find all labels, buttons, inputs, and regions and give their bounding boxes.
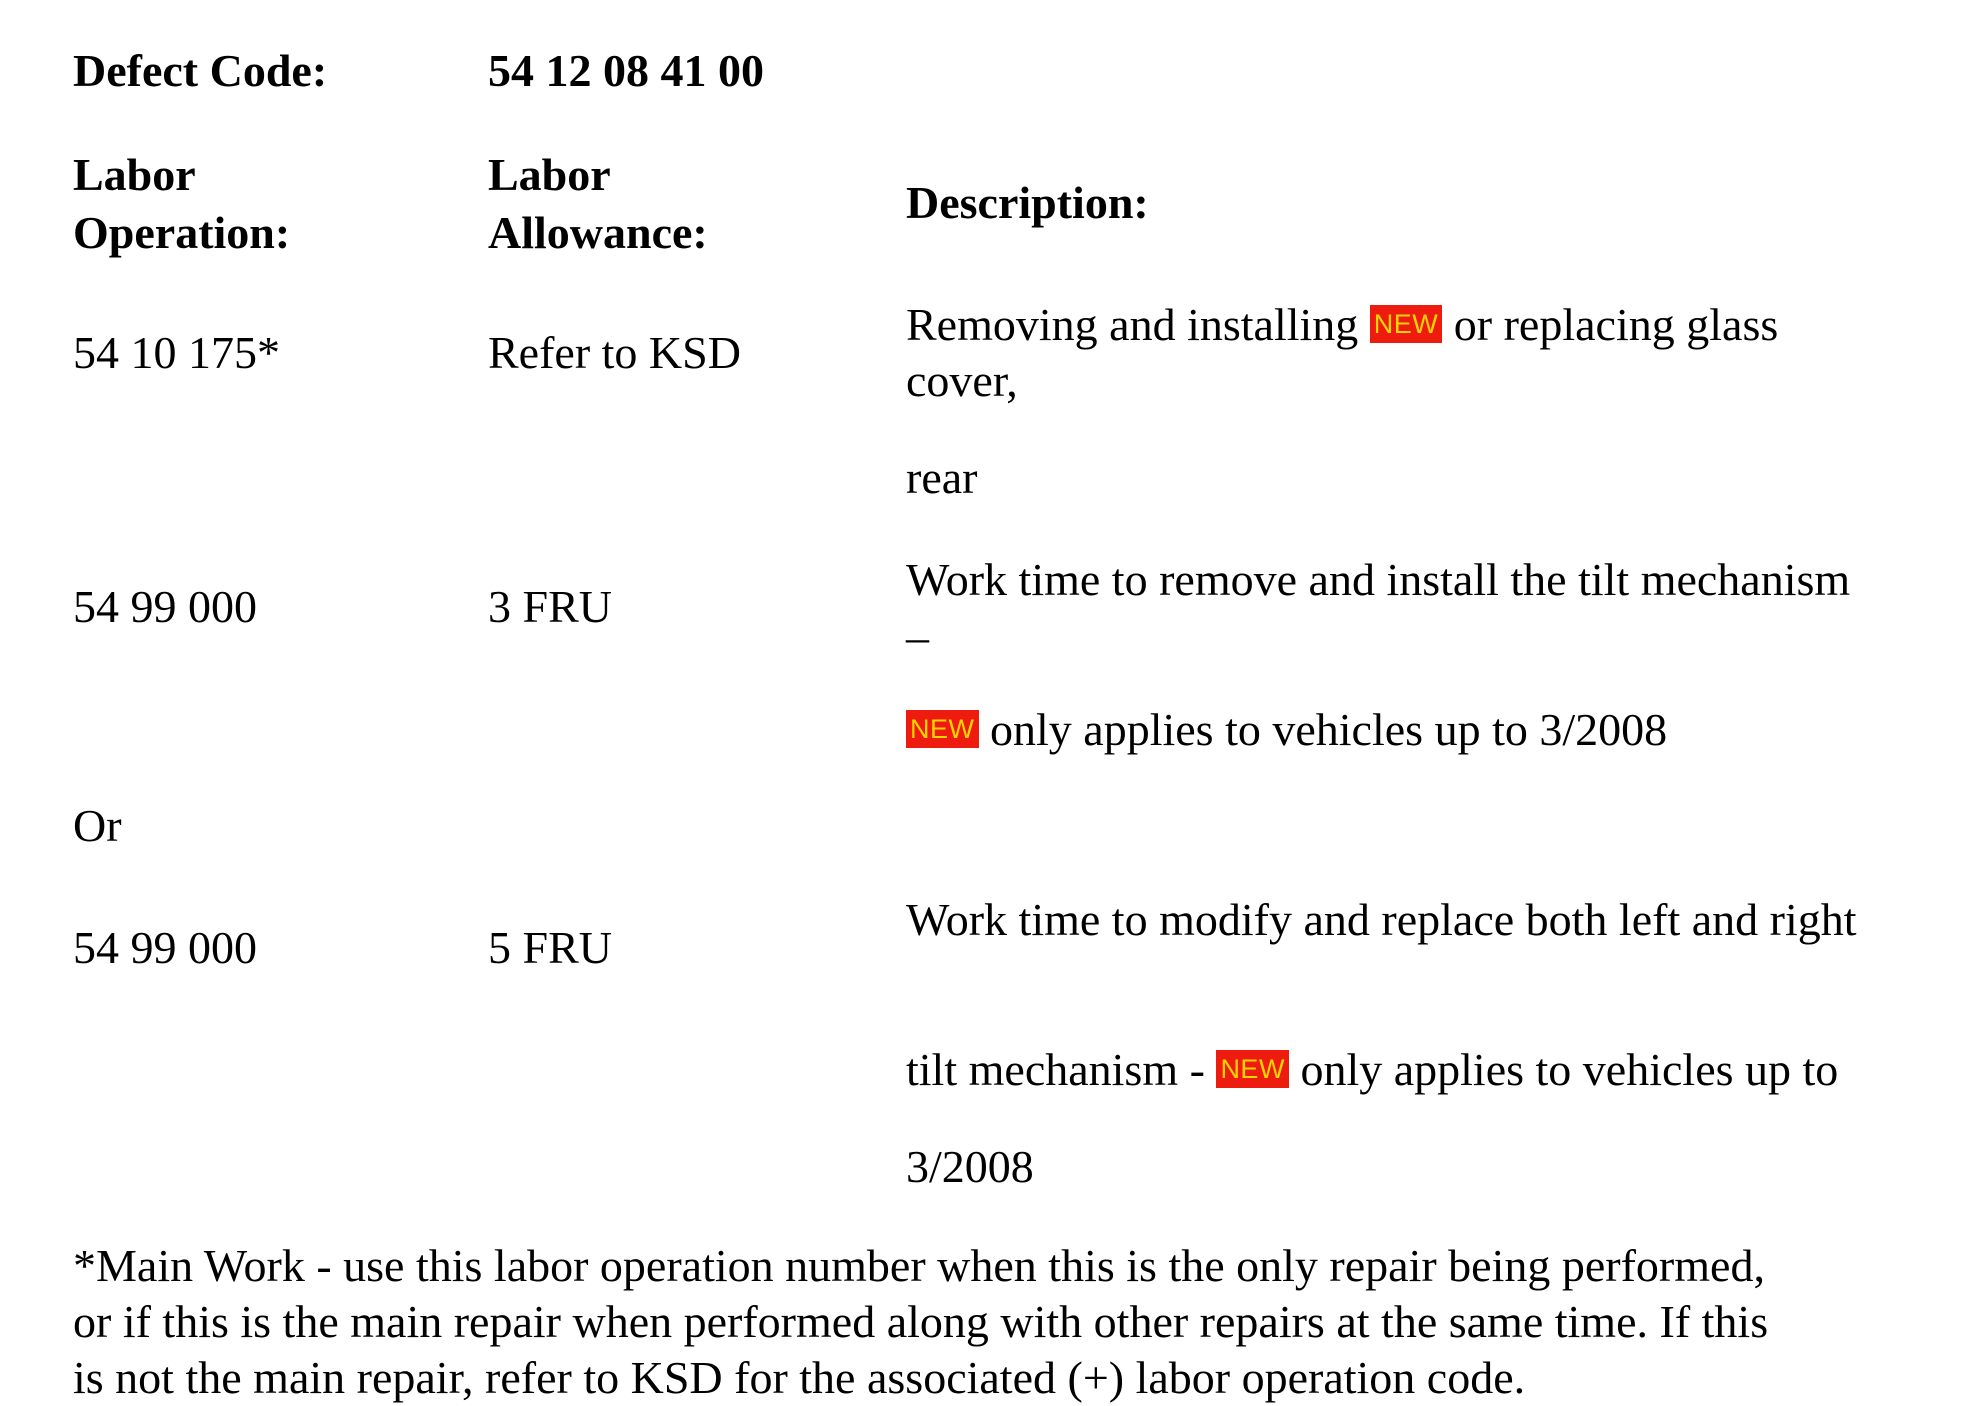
defect-code-value: 54 12 08 41 00 [488,45,764,96]
row3-allowance: 5 FRU [488,922,612,973]
row3-desc-line2-part2: only applies to vehicles up to [1300,1044,1839,1095]
row2-desc-line2: – [906,611,929,662]
row2-allowance: 3 FRU [488,581,612,632]
row1-desc-line1 [906,299,1779,350]
labor-allowance-header [488,146,708,262]
row3-desc-line2-part1: tilt mechanism - [906,1044,1205,1095]
new-badge: NEW [906,710,979,748]
row1-desc-line2: cover, [906,355,1018,406]
footnote-line3: is not the main repair, refer to KSD for the associated (+) labor operation code. [73,1352,1526,1403]
labor-operation-header-line2: Operation: [73,207,291,258]
row1-desc-part2: or replacing glass [1453,299,1779,350]
row1-desc-line3: rear [906,452,978,503]
row3-desc-line1: Work time to modify and replace both left and right [906,894,1857,945]
row1-desc-part1: Removing and installing [906,299,1359,350]
row2-desc-line1: Work time to remove and install the tilt mechanism [906,554,1851,605]
or-separator: Or [73,800,122,851]
row2-desc-line3-text: only applies to vehicles up to 3/2008 [990,704,1668,755]
new-badge: NEW [1216,1050,1289,1088]
labor-operation-header-line1: Labor [73,149,196,200]
row2-desc-line3 [906,704,1668,755]
footnote-line2: or if this is the main repair when performed along with other repairs at the same time. If this [73,1296,1769,1347]
footnote-line1: *Main Work - use this labor operation number when this is the only repair being performed, [73,1240,1765,1291]
description-header: Description: [906,177,1149,228]
footnote [73,1238,1768,1406]
new-badge: NEW [1370,305,1443,343]
row3-operation: 54 99 000 [73,922,257,973]
labor-allowance-header-line1: Labor [488,149,611,200]
defect-code-label: Defect Code: [73,45,328,96]
row3-desc-line2 [906,1044,1839,1095]
row2-operation: 54 99 000 [73,581,257,632]
row1-allowance: Refer to KSD [488,327,741,378]
labor-operation-header [73,146,290,262]
row1-operation: 54 10 175* [73,327,280,378]
row3-desc-line3: 3/2008 [906,1141,1034,1192]
labor-allowance-header-line2: Allowance: [488,207,708,258]
